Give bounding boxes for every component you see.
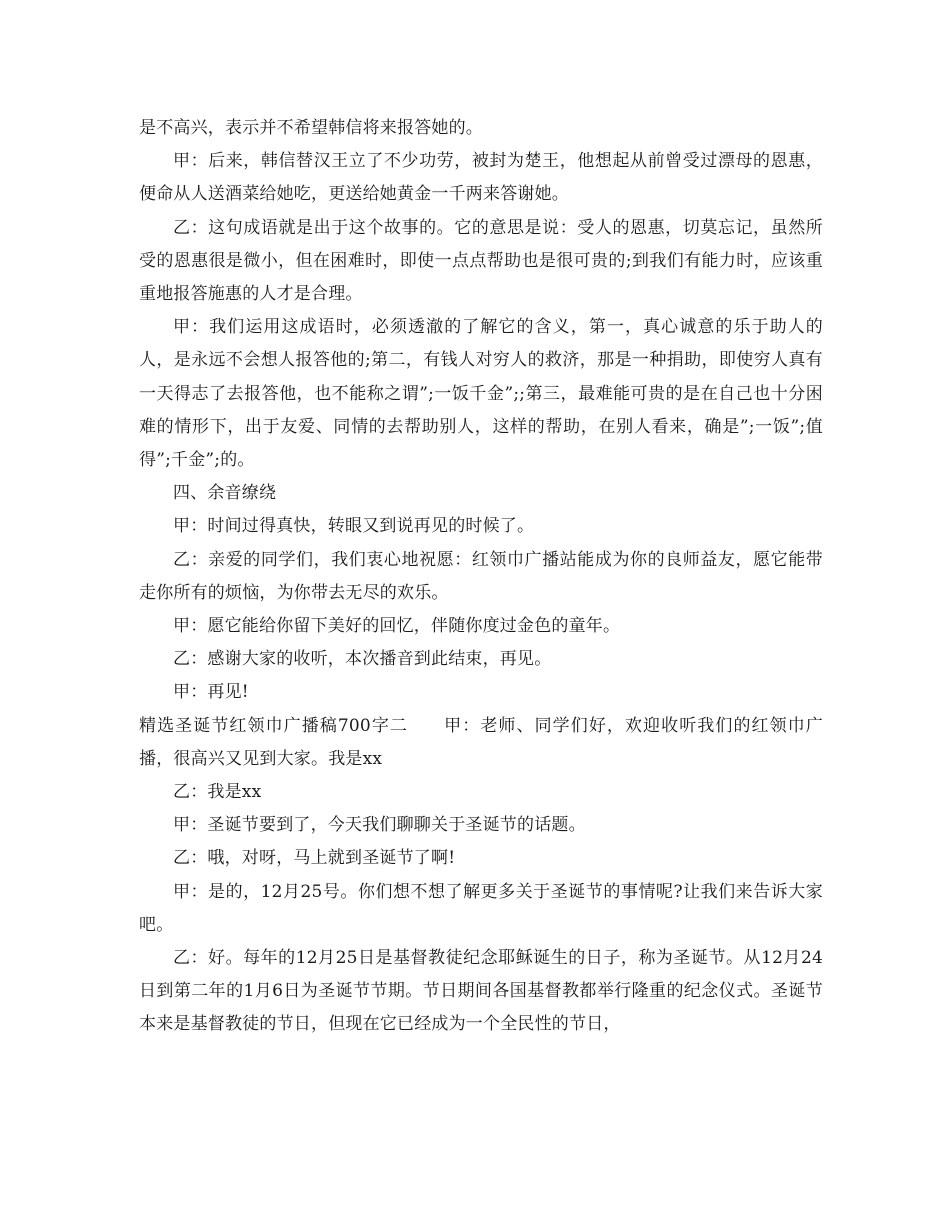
paragraph: 甲：时间过得真快，转眼又到说再见的时候了。: [173, 516, 535, 537]
paragraph: 乙：我是xx: [173, 782, 262, 803]
article-title-paragraph: 精选圣诞节红领巾广播稿700字二 甲：老师、同学们好，欢迎收听我们的红领巾广播，很高兴又见到大家。我是xx: [139, 715, 823, 769]
paragraph: 甲：再见!: [173, 682, 249, 703]
paragraph: 乙：哦，对呀，马上就到圣诞节了啊!: [173, 848, 456, 869]
paragraph: 乙：好。每年的12月25日是基督教徒纪念耶稣诞生的日子，称为圣诞节。从12月24日到第二年的1月6日为圣诞节节期。节日期间各国基督教都举行隆重的纪念仪式。圣诞节本来是基督教徒的节日，但现在它已经成为一个全民性的节日，: [139, 948, 823, 1035]
paragraph: 甲：圣诞节要到了，今天我们聊聊关于圣诞节的话题。: [173, 815, 586, 836]
paragraph: 乙：亲爱的同学们，我们衷心地祝愿：红领巾广播站能成为你的良师益友，愿它能带走你所有的烦恼，为你带去无尽的欢乐。: [139, 549, 823, 603]
paragraph: 甲：后来，韩信替汉王立了不少功劳，被封为楚王，他想起从前曾受过漂母的恩惠，便命从人送酒菜给她吃，更送给她黄金一千两来答谢她。: [139, 151, 823, 205]
document-body: [139, 112, 823, 1042]
paragraph: 乙：这句成语就是出于这个故事的。它的意思是说：受人的恩惠，切莫忘记，虽然所受的恩惠很是微小，但在困难时，即使一点点帮助也是很可贵的;到我们有能力时，应该重重地报答施惠的人才是合理。: [139, 217, 823, 305]
paragraph: 甲：是的，12月25号。你们想不想了解更多关于圣诞节的事情呢?让我们来告诉大家吧。: [139, 881, 823, 935]
paragraph: 甲：我们运用这成语时，必须透澈的了解它的含义，第一，真心诚意的乐于助人的人，是永远不会想人报答他的;第二，有钱人对穷人的救济，那是一种捐助，即使穷人真有一天得志了去报答他，也不能称之谓”;一饭千金”;;第三，最难能可贵的是在自己也十分困难的情形下，出于友爱、同情的去帮助别人，这样的帮助，在别人看来，确是”;一饭”;值得”;千金”;的。: [139, 317, 823, 471]
section-heading: 四、余音缭绕: [173, 483, 277, 504]
paragraph: 乙：感谢大家的收听，本次播音到此结束，再见。: [173, 649, 552, 670]
paragraph-continuation: 是不高兴，表示并不希望韩信将来报答她的。: [139, 118, 483, 138]
paragraph: 甲：愿它能给你留下美好的回忆，伴随你度过金色的童年。: [173, 616, 621, 637]
